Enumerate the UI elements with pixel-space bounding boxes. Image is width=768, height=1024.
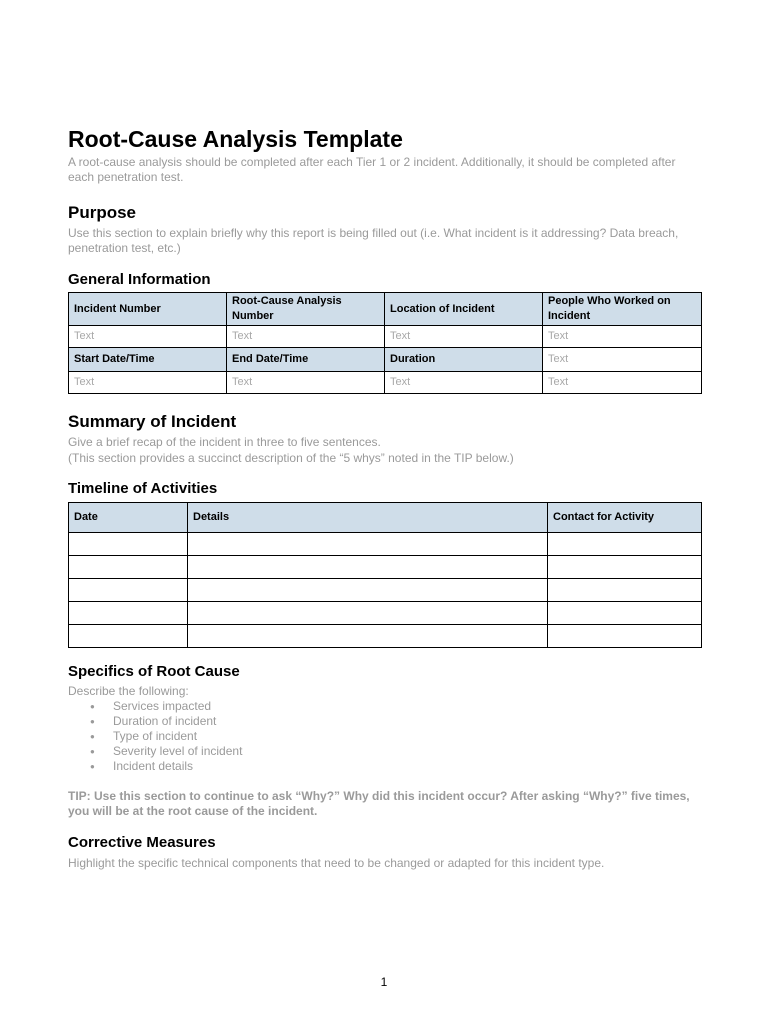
page-title: Root-Cause Analysis Template [68, 126, 403, 152]
general-info-value-cell[interactable]: Text [385, 372, 543, 394]
tip-text: TIP: Use this section to continue to ask “Why?” Why did this incident occur? After asking “Why?” five times, you will be at the root cause of the incident. [68, 789, 690, 818]
timeline-cell[interactable] [188, 556, 548, 579]
specifics-list [68, 699, 468, 774]
timeline-cell[interactable] [548, 533, 702, 556]
specifics-list-item: ● Severity level of incident [68, 744, 468, 759]
general-info-table [68, 292, 702, 394]
specifics-list-item: ● Services impacted [68, 699, 468, 714]
specifics-list-item: ● Type of incident [68, 729, 468, 744]
general-info-header-cell: End Date/Time [227, 348, 385, 372]
specifics-heading: Specifics of Root Cause [68, 663, 240, 680]
timeline-column-header: Date [69, 503, 188, 533]
timeline-row [69, 533, 702, 556]
timeline-row [69, 556, 702, 579]
general-info-header-cell: Duration [385, 348, 543, 372]
general-info-value-cell[interactable]: Text [543, 348, 702, 372]
purpose-text: Use this section to explain briefly why this report is being filled out (i.e. What incident is it addressing? Data breach, penetration test, etc.) [68, 226, 679, 255]
general-info-value-cell[interactable]: Text [69, 372, 227, 394]
timeline-row [69, 579, 702, 602]
general-info-header-cell: People Who Worked on Incident [543, 293, 702, 326]
timeline-cell[interactable] [548, 556, 702, 579]
summary-line-1: Give a brief recap of the incident in three to five sentences. [68, 435, 381, 449]
corrective-heading: Corrective Measures [68, 834, 216, 851]
timeline-cell[interactable] [69, 556, 188, 579]
general-info-value-cell[interactable]: Text [385, 326, 543, 348]
general-info-header-cell: Root-Cause Analysis Number [227, 293, 385, 326]
general-info-row [69, 293, 702, 326]
purpose-heading: Purpose [68, 203, 137, 222]
timeline-cell[interactable] [69, 625, 188, 648]
timeline-row [69, 602, 702, 625]
timeline-cell[interactable] [548, 579, 702, 602]
summary-line-2: (This section provides a succinct description of the “5 whys” noted in the TIP below.) [68, 451, 514, 465]
specifics-list-item: ● Duration of incident [68, 714, 468, 729]
timeline-row [69, 625, 702, 648]
summary-heading: Summary of Incident [68, 412, 237, 431]
timeline-column-header: Contact for Activity [548, 503, 702, 533]
timeline-cell[interactable] [69, 533, 188, 556]
timeline-cell[interactable] [188, 533, 548, 556]
general-info-row [69, 372, 702, 394]
timeline-cell[interactable] [188, 579, 548, 602]
timeline-heading: Timeline of Activities [68, 480, 218, 497]
general-info-value-cell[interactable]: Text [543, 326, 702, 348]
timeline-header-row [69, 503, 702, 533]
timeline-cell[interactable] [548, 625, 702, 648]
timeline-cell[interactable] [188, 625, 548, 648]
timeline-column-header: Details [188, 503, 548, 533]
timeline-cell[interactable] [69, 579, 188, 602]
general-info-value-cell[interactable]: Text [69, 326, 227, 348]
specifics-lead: Describe the following: [68, 684, 189, 698]
timeline-cell[interactable] [548, 602, 702, 625]
specifics-list-item: ● Incident details [68, 759, 468, 774]
corrective-text: Highlight the specific technical components that need to be changed or adapted for this incident type. [68, 856, 605, 870]
general-info-row [69, 326, 702, 348]
general-info-value-cell[interactable]: Text [543, 372, 702, 394]
general-info-header-cell: Location of Incident [385, 293, 543, 326]
general-info-row [69, 348, 702, 372]
page-number: 1 [380, 975, 388, 989]
timeline-cell[interactable] [188, 602, 548, 625]
timeline-table [68, 502, 702, 648]
general-info-value-cell[interactable]: Text [227, 372, 385, 394]
general-info-value-cell[interactable]: Text [227, 326, 385, 348]
timeline-cell[interactable] [69, 602, 188, 625]
general-info-header-cell: Start Date/Time [69, 348, 227, 372]
general-info-heading: General Information [68, 271, 211, 288]
intro-text: A root-cause analysis should be completed after each Tier 1 or 2 incident. Additionally, it should be completed after each penetration test. [68, 155, 676, 184]
general-info-header-cell: Incident Number [69, 293, 227, 326]
